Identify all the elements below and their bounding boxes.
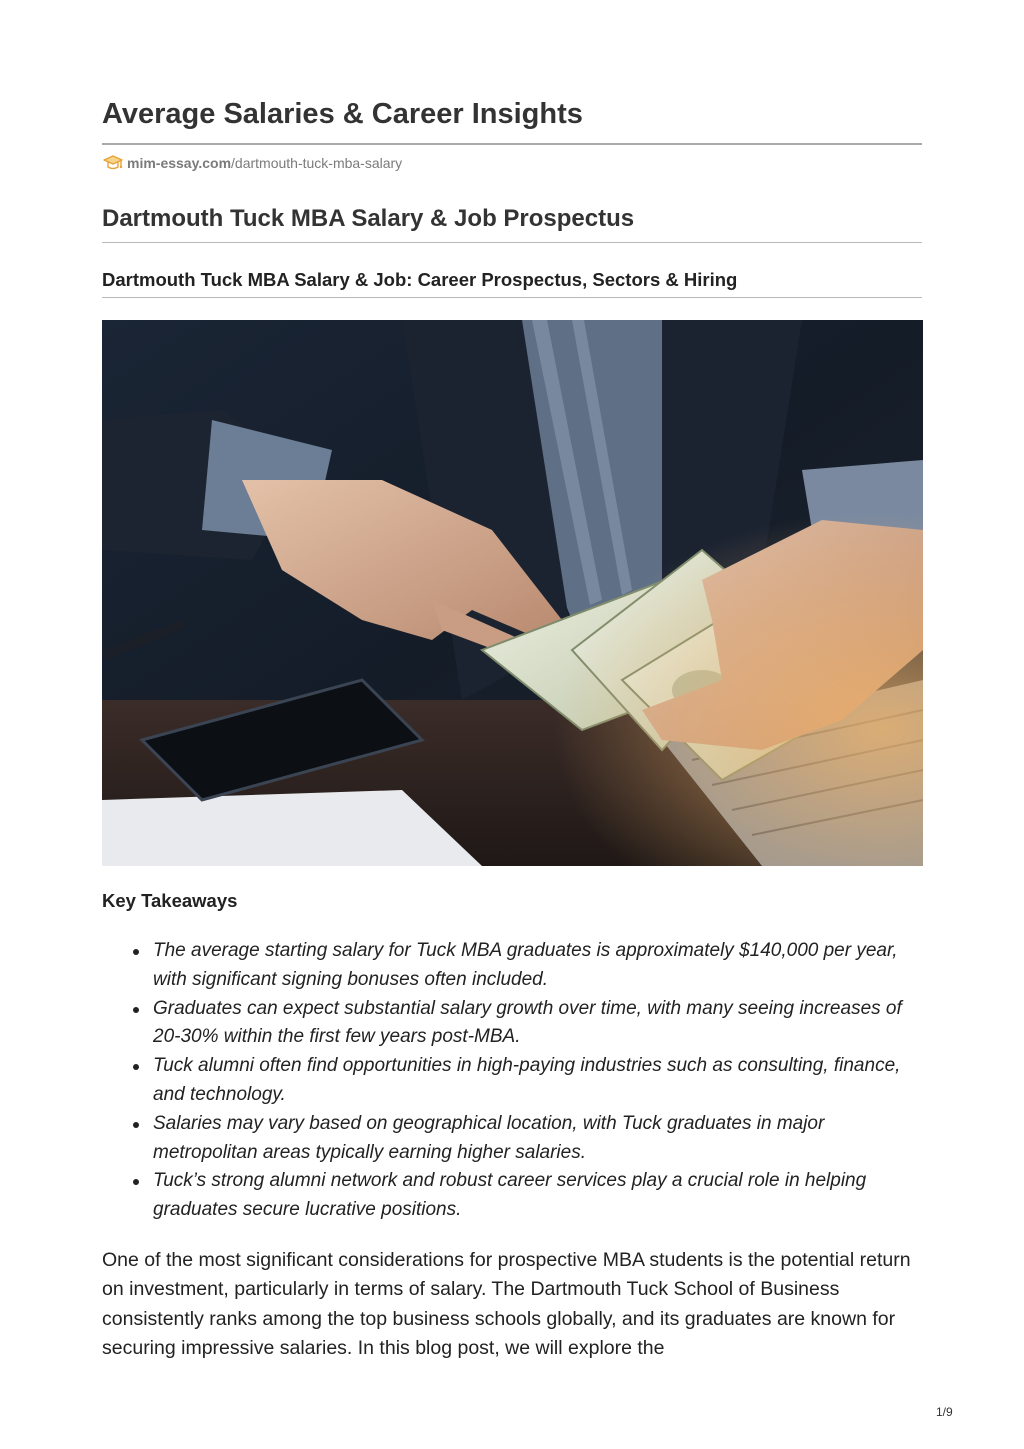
list-item: Tuck alumni often find opportunities in high-paying industries such as consulting, finance, and technology.	[102, 1052, 922, 1110]
list-item: Graduates can expect substantial salary growth over time, with many seeing increases of 20-30% within the first few years post-MBA.	[102, 995, 922, 1053]
heading-divider	[102, 242, 922, 243]
bullet-icon	[133, 949, 139, 955]
source-path[interactable]: /dartmouth-tuck-mba-salary	[231, 155, 403, 171]
list-item: Tuck’s strong alumni network and robust career services play a crucial role in helping graduates secure lucrative positions.	[102, 1167, 922, 1225]
list-item: Salaries may vary based on geographical location, with Tuck graduates in major metropolitan areas typically earning higher salaries.	[102, 1110, 922, 1168]
document-title: Average Salaries & Career Insights	[102, 98, 583, 130]
bullet-icon	[133, 1122, 139, 1128]
title-divider	[102, 143, 922, 145]
article-subheading: Dartmouth Tuck MBA Salary & Job: Career Prospectus, Sectors & Hiring	[102, 269, 738, 290]
graduation-cap-icon	[102, 152, 124, 174]
source-domain[interactable]: mim-essay.com	[127, 155, 232, 171]
key-takeaways-title: Key Takeaways	[102, 890, 238, 911]
bullet-icon	[133, 1007, 139, 1013]
article-heading: Dartmouth Tuck MBA Salary & Job Prospectus	[102, 205, 635, 232]
page-number: 1/9	[936, 1405, 953, 1419]
source-line	[102, 152, 402, 174]
bullet-icon	[133, 1179, 139, 1185]
list-item: The average starting salary for Tuck MBA graduates is approximately $140,000 per year, with significant signing bonuses often included.	[102, 937, 922, 995]
hero-image	[102, 320, 923, 866]
bullet-icon	[133, 1064, 139, 1070]
key-takeaways-list	[102, 937, 922, 1225]
subheading-divider	[102, 297, 922, 298]
intro-paragraph: One of the most significant considerations for prospective MBA students is the potential return on investment, particularly in terms of salary. The Dartmouth Tuck School of Business consistently ranks among the top business schools globally, and its graduates are known for securing impressive salaries. In this blog post, we will explore the	[102, 1249, 911, 1360]
